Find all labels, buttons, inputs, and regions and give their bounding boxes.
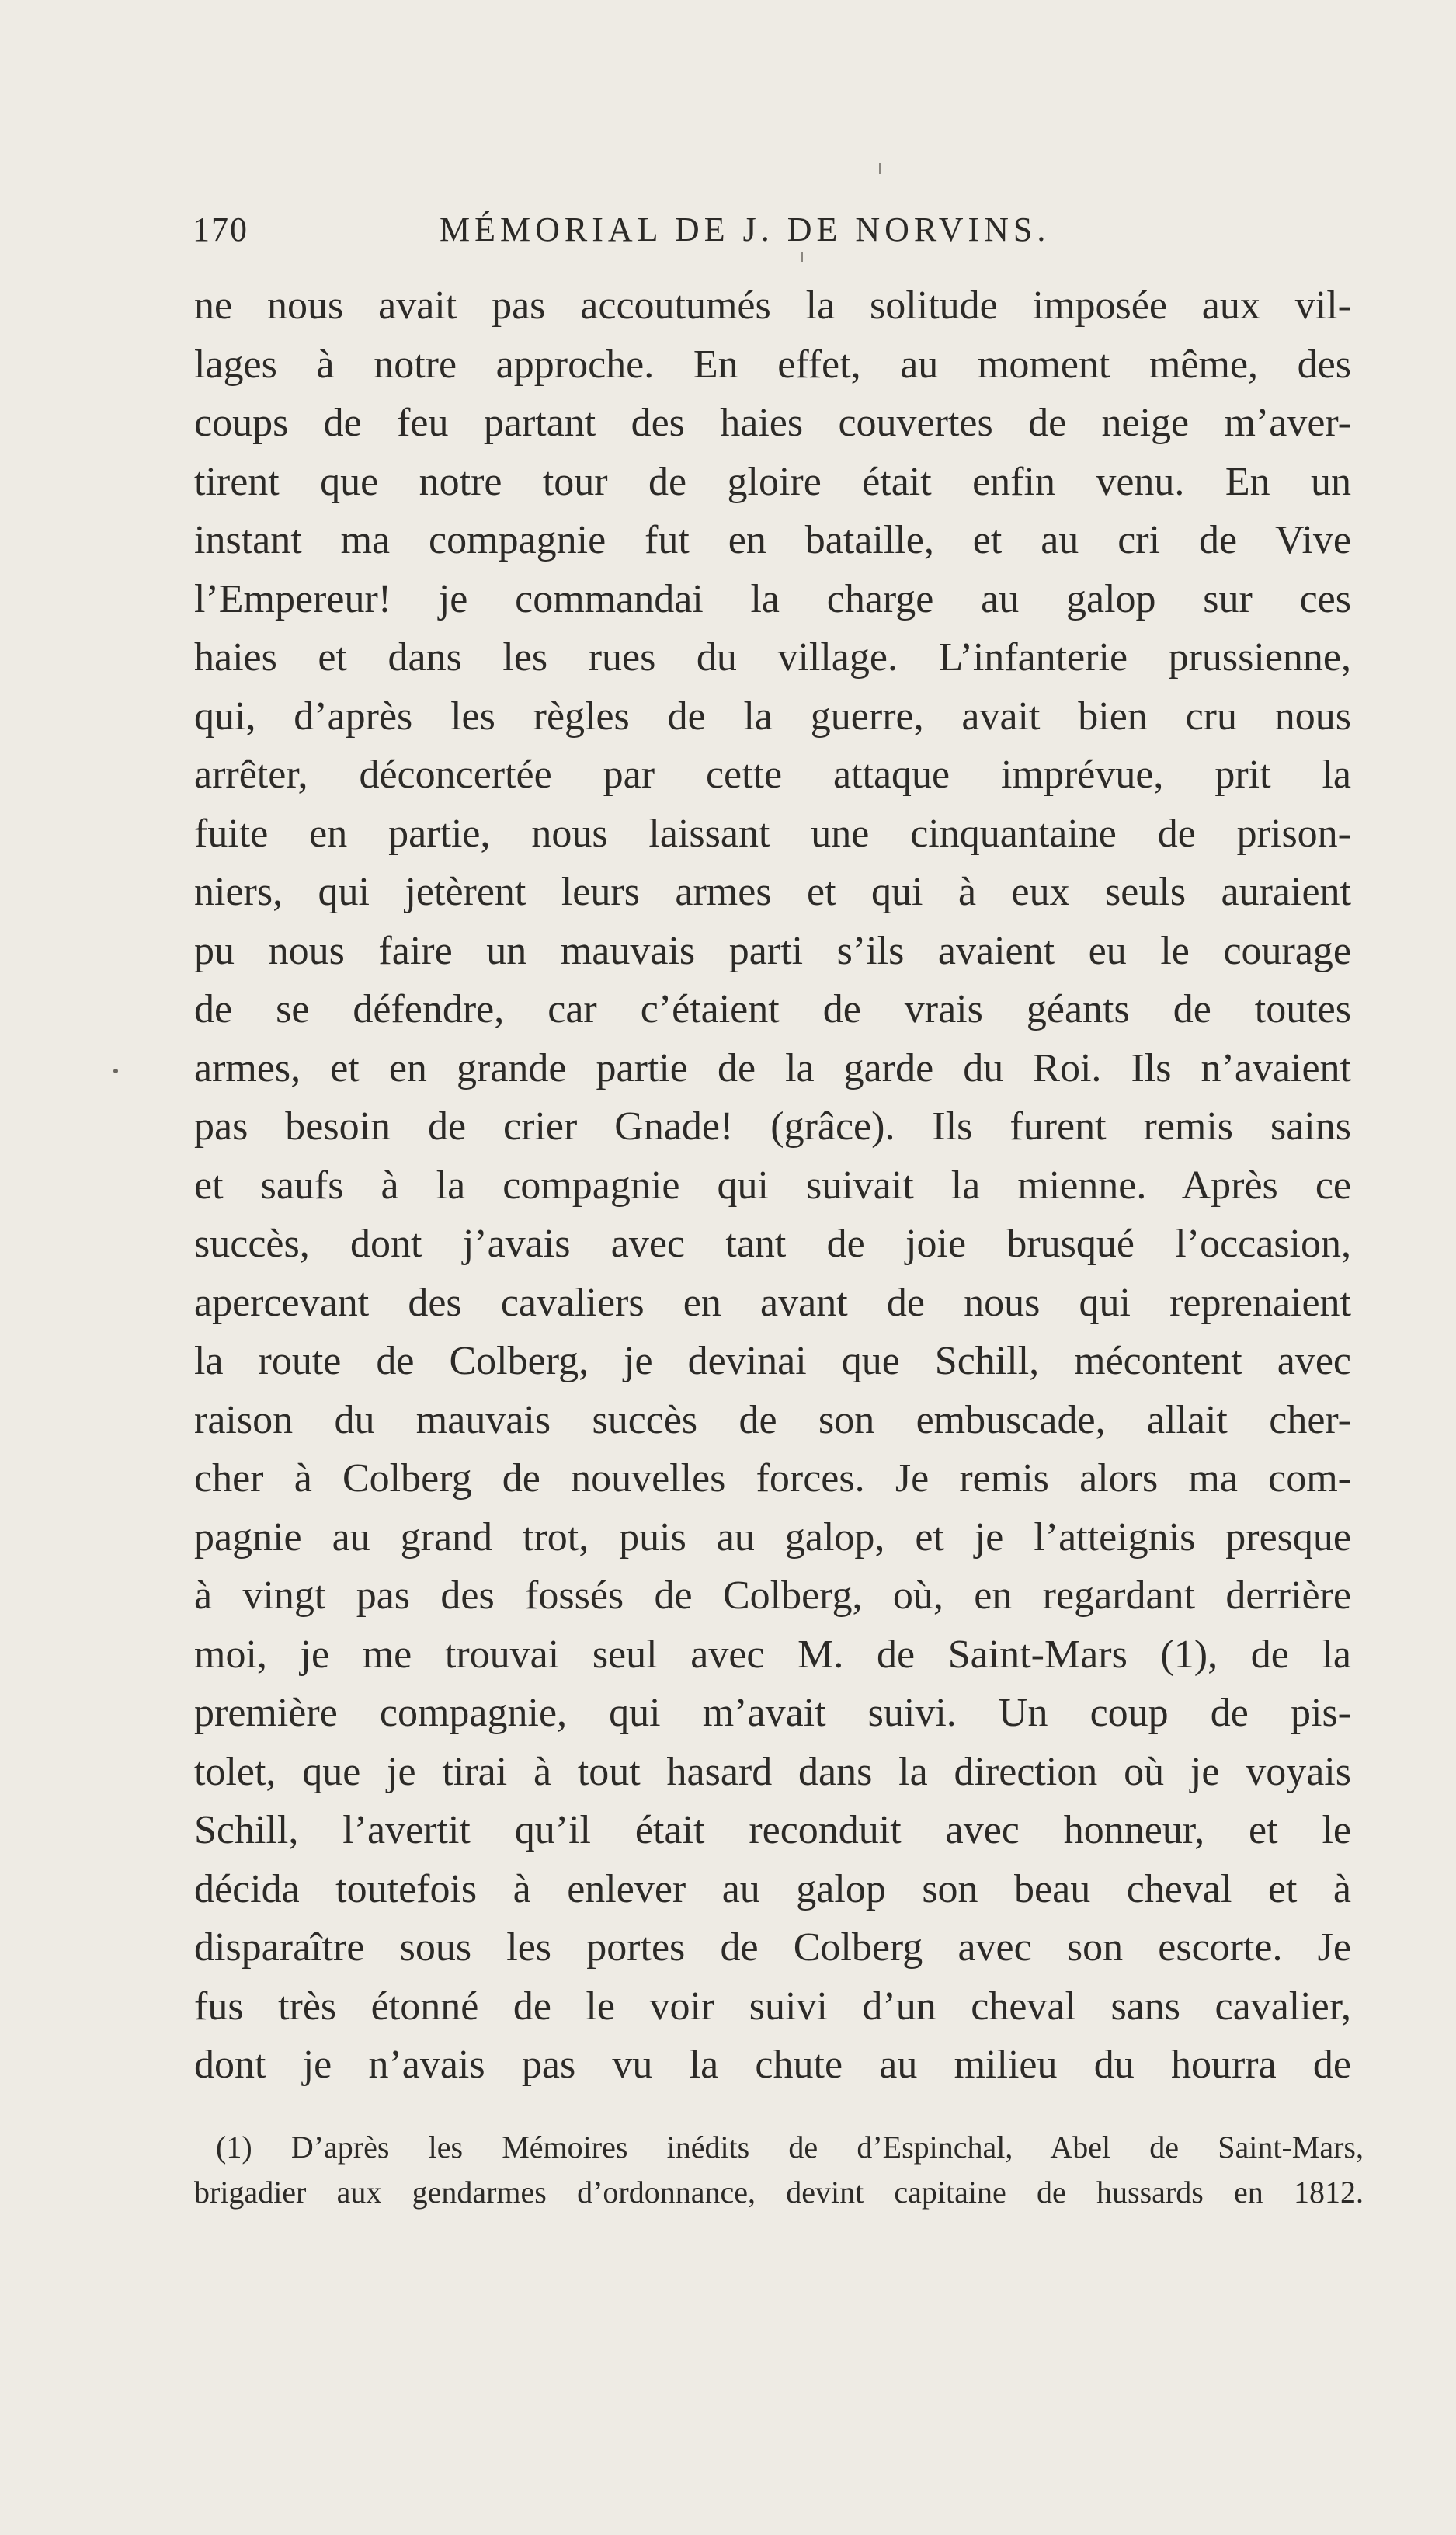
running-head: MÉMORIAL DE J. DE NORVINS.: [440, 210, 1051, 249]
text-line: fuite en partie, nous laissant une cinquantaine de prison-: [194, 811, 1351, 856]
text-line: succès, dont j’avais avec tant de joie brusqué l’occasion,: [194, 1222, 1351, 1266]
text-line: disparaître sous les portes de Colberg avec son escorte. Je: [194, 1925, 1351, 1970]
text-line: pagnie au grand trot, puis au galop, et je l’atteignis presque: [194, 1514, 1351, 1560]
text-line: apercevant des cavaliers en avant de nous qui reprenaient: [194, 1280, 1351, 1325]
text-line: ne nous avait pas accoutumés la solitude imposée aux vil-: [194, 283, 1351, 328]
text-line: raison du mauvais succès de son embuscade, allait cher-: [194, 1397, 1351, 1442]
text-line: haies et dans les rues du village. L’infanterie prussienne,: [194, 635, 1351, 680]
text-line: à vingt pas des fossés de Colberg, où, en regardant derrière: [194, 1574, 1351, 1618]
text-line: cher à Colberg de nouvelles forces. Je remis alors ma com-: [194, 1456, 1351, 1500]
text-line: fus très étonné de le voir suivi d’un cheval sans cavalier,: [194, 1984, 1351, 2029]
page-number: 170: [193, 210, 248, 249]
margin-dot: [113, 1069, 118, 1073]
text-line: la route de Colberg, je devinai que Schill, mécontent avec: [194, 1339, 1351, 1383]
main-text: [194, 276, 1351, 2095]
footnote-line: brigadier aux gendarmes d’ordonnance, devint capitaine de hussards en 1812.: [194, 2175, 1364, 2210]
text-line: décida toutefois à enlever au galop son beau cheval et à: [194, 1866, 1351, 1911]
text-line: armes, et en grande partie de la garde du Roi. Ils n’avaient: [194, 1045, 1351, 1090]
text-line: instant ma compagnie fut en bataille, et au cri de Vive: [194, 518, 1351, 562]
text-line: et saufs à la compagnie qui suivait la mienne. Après ce: [194, 1163, 1351, 1208]
text-line: arrêter, déconcertée par cette attaque imprévue, prit la: [194, 753, 1351, 797]
text-line: l’Empereur! je commandai la charge au galop sur ces: [194, 576, 1351, 621]
text-line: Schill, l’avertit qu’il était reconduit avec honneur, et le: [194, 1808, 1351, 1852]
gutter-mark: [801, 252, 803, 262]
text-line: première compagnie, qui m’avait suivi. Un coup de pis-: [194, 1691, 1351, 1735]
text-line: pas besoin de crier Gnade! (grâce). Ils furent remis sains: [194, 1104, 1351, 1149]
text-line: qui, d’après les règles de la guerre, avait bien cru nous: [194, 694, 1351, 739]
footnote-line: (1) D’après les Mémoires inédits de d’Espinchal, Abel de Saint-Mars,: [216, 2130, 1364, 2165]
text-line: coups de feu partant des haies couvertes de neige m’aver-: [194, 401, 1351, 445]
text-line: dont je n’avais pas vu la chute au milieu du hourra de: [194, 2043, 1351, 2087]
text-line: lages à notre approche. En effet, au moment même, des: [194, 342, 1351, 387]
text-line: pu nous faire un mauvais parti s’ils avaient eu le courage: [194, 928, 1351, 973]
text-line: niers, qui jetèrent leurs armes et qui à eux seuls auraient: [194, 870, 1351, 914]
text-line: tirent que notre tour de gloire était enfin venu. En un: [194, 459, 1351, 504]
page-header: [193, 210, 1117, 256]
text-line: moi, je me trouvai seul avec M. de Saint-Mars (1), de la: [194, 1632, 1351, 1677]
footnote: [194, 2125, 1364, 2215]
text-line: tolet, que je tirai à tout hasard dans la direction où je voyais: [194, 1749, 1351, 1794]
gutter-mark: [879, 163, 881, 174]
text-line: de se défendre, car c’étaient de vrais géants de toutes: [194, 987, 1351, 1031]
